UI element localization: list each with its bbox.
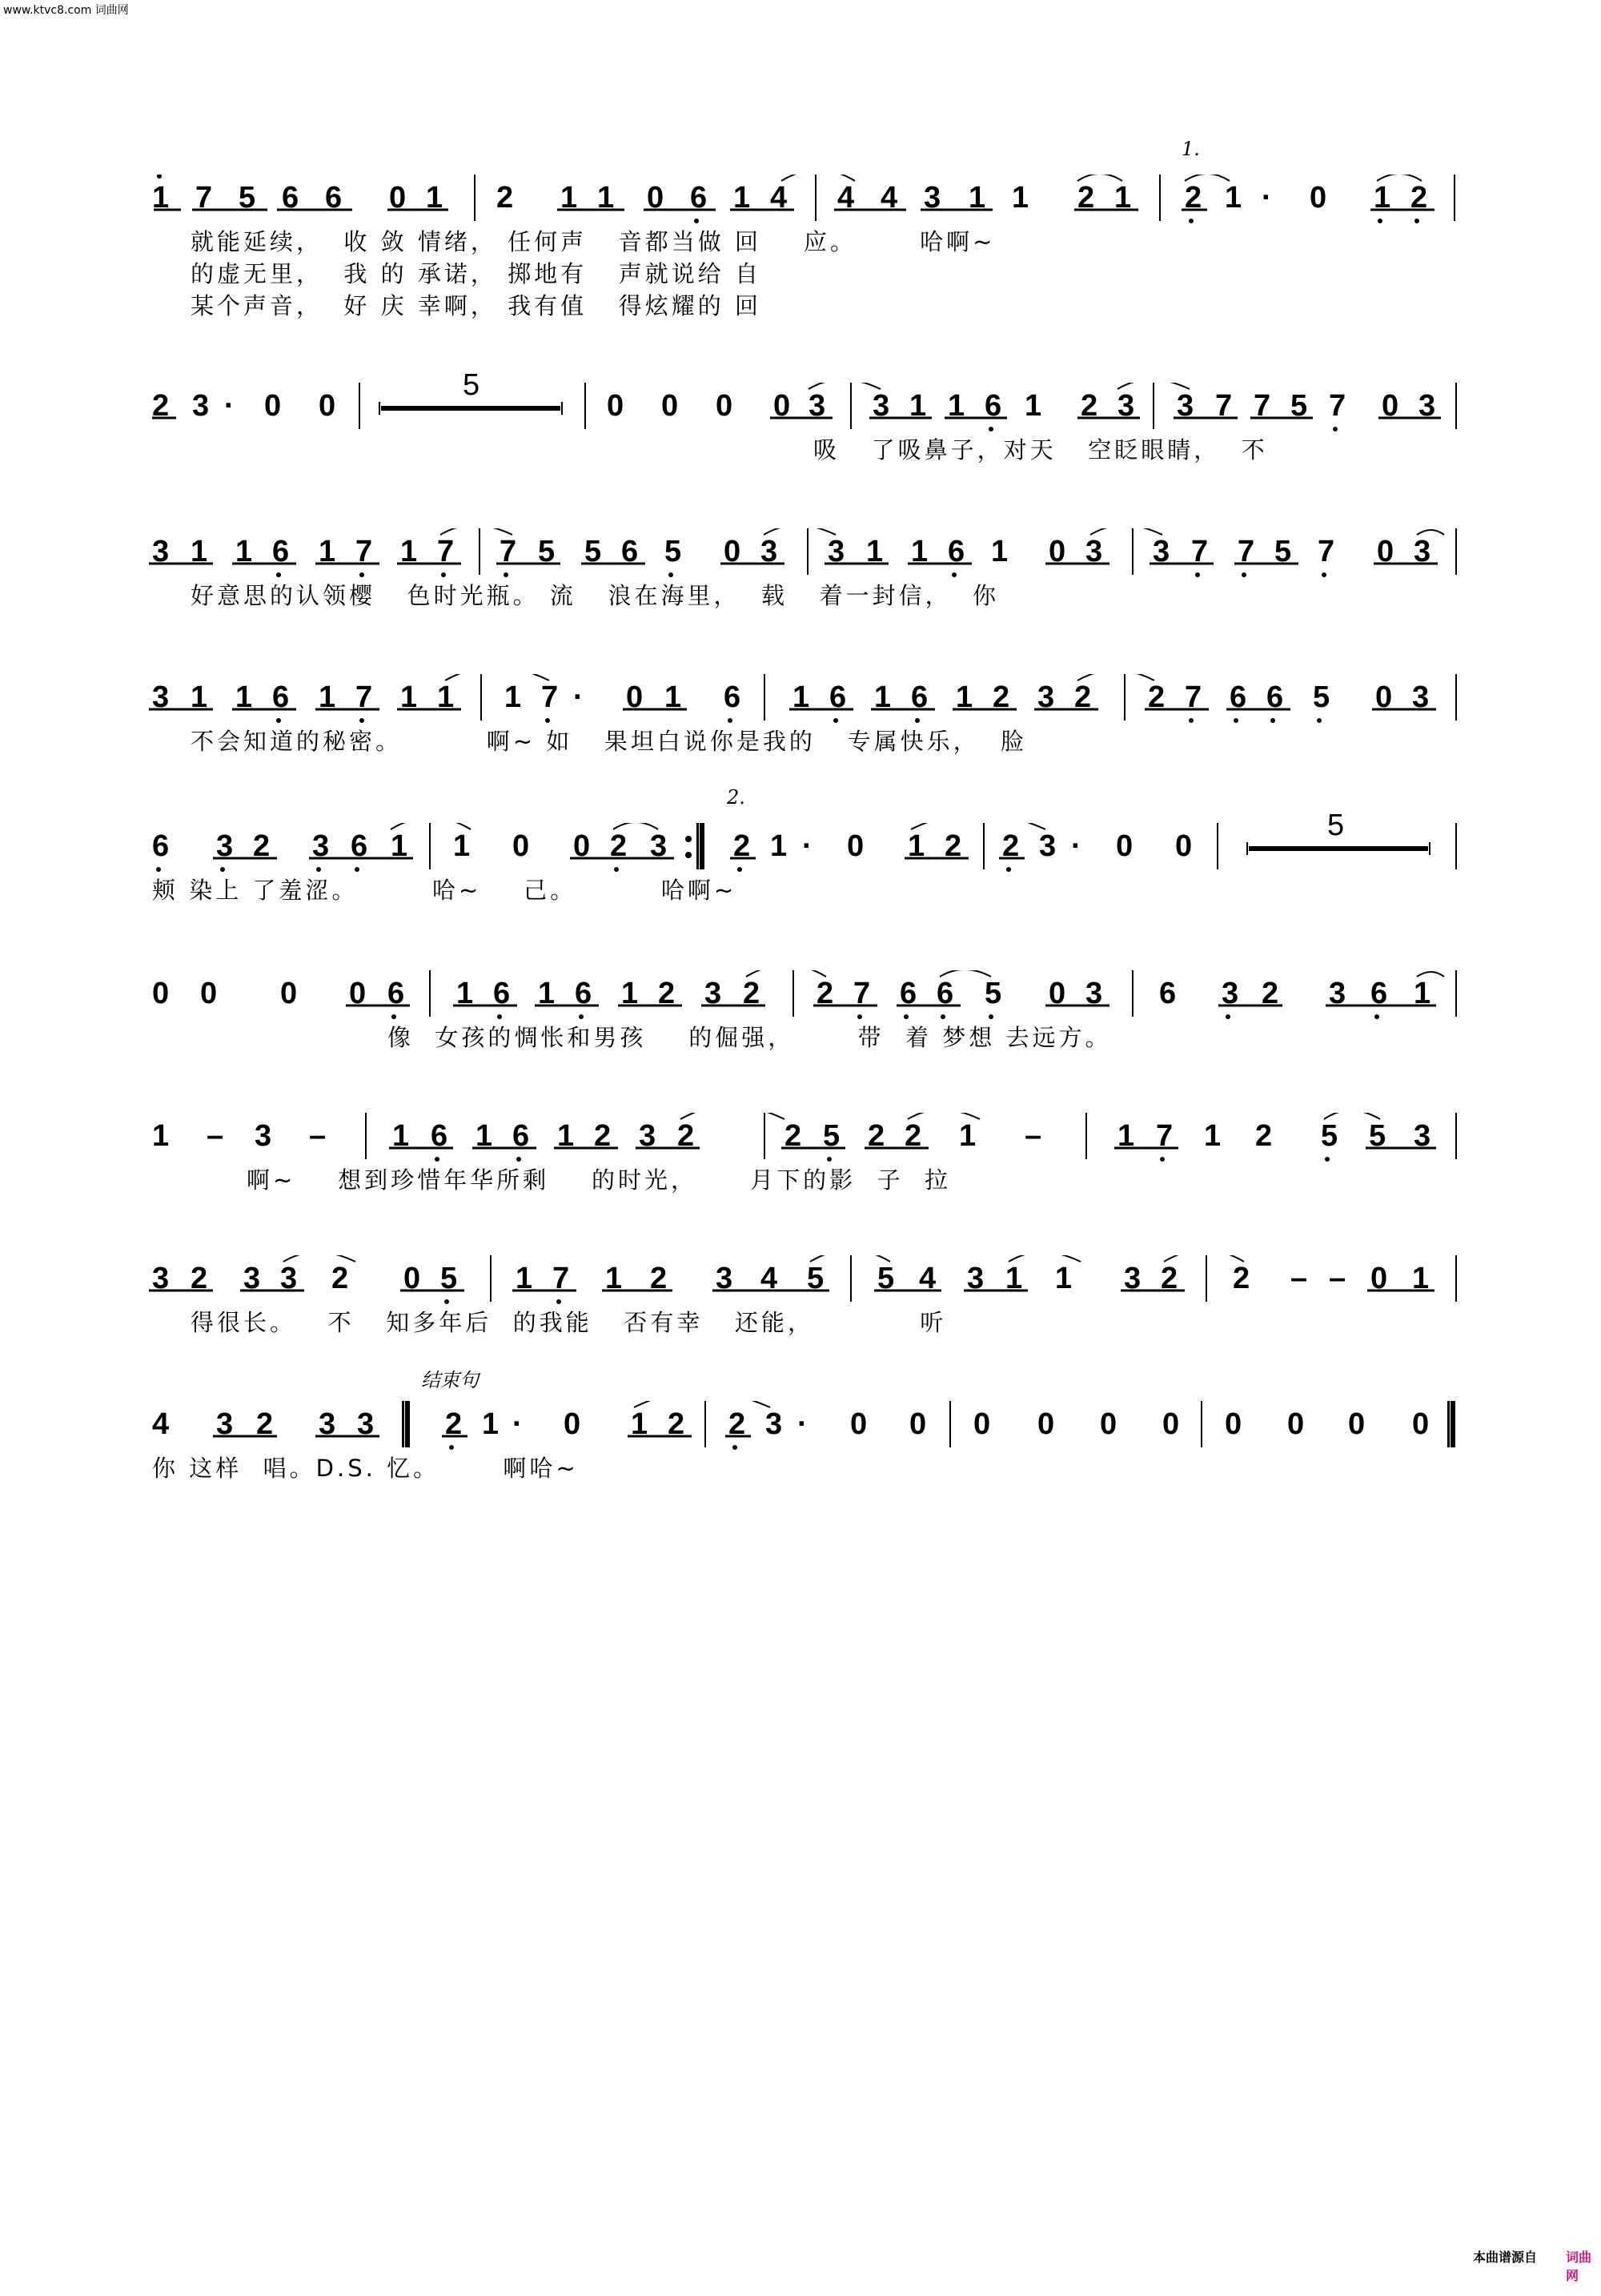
jianpu-note: 6	[272, 680, 290, 714]
jianpu-note: 3	[255, 1119, 272, 1153]
lyric-line-1: 不会知道的秘密。 啊~ 如 果坦白说你是我的 专属快乐， 脸	[191, 728, 1028, 755]
jianpu-note: 2	[1002, 829, 1020, 863]
jianpu-note: 0	[909, 1407, 927, 1441]
jianpu-note: 1	[1055, 1262, 1073, 1295]
jianpu-note: 0	[319, 389, 336, 423]
jianpu-note: 5	[1274, 535, 1292, 568]
jianpu-note: 6	[911, 680, 929, 714]
jianpu-note: 1	[437, 680, 455, 714]
jianpu-note: 3	[312, 829, 330, 863]
jianpu-note: 1	[400, 680, 418, 714]
jianpu-note: 6	[621, 535, 639, 568]
jianpu-note: 2	[253, 829, 271, 863]
rest-bar-and-slurs	[0, 823, 1601, 879]
jianpu-note: 1	[319, 680, 336, 714]
jianpu-note: 1	[504, 680, 522, 714]
jianpu-note: 5	[1313, 680, 1330, 714]
lyric-line-1: 好意思的认领樱 色时光瓶。 流 浪在海里， 载 着一封信， 你	[191, 582, 1000, 609]
jianpu-note: 1	[1412, 1262, 1430, 1295]
jianpu-note: 3	[192, 389, 210, 423]
lyric-line-1: 像 女孩的惆怅和男孩 的倔强， 带 着 梦想 去远方。	[387, 1024, 1112, 1051]
jianpu-note: 2	[191, 1262, 208, 1295]
jianpu-note: 3	[716, 1262, 733, 1295]
jianpu-note: 5	[985, 977, 1002, 1010]
jianpu-note: 0	[280, 977, 298, 1010]
ending-section-label: 结束句	[421, 1369, 479, 1391]
jianpu-note: 1	[1204, 1119, 1222, 1153]
jianpu-note: 3	[1329, 977, 1346, 1010]
jianpu-note: 3	[1117, 389, 1135, 423]
jianpu-note: 1	[391, 829, 408, 863]
jianpu-note: 0	[152, 977, 170, 1010]
jianpu-note: ·	[1262, 181, 1272, 215]
jianpu-note: 6	[351, 829, 368, 863]
jianpu-note: 2	[1148, 680, 1166, 714]
jianpu-note: 0	[573, 829, 591, 863]
jianpu-note: 0	[200, 977, 218, 1010]
jianpu-note: 2	[610, 829, 628, 863]
jianpu-note: 3	[924, 181, 941, 215]
jianpu-note: 0	[1175, 829, 1193, 863]
jianpu-note: 3	[319, 1407, 336, 1441]
jianpu-note: 0	[1348, 1407, 1366, 1441]
jianpu-note: –	[1329, 1262, 1346, 1295]
jianpu-note: 2	[445, 1407, 463, 1441]
jianpu-note: 6	[431, 1119, 448, 1153]
jianpu-note: 6	[325, 181, 343, 215]
jianpu-note: 3	[152, 535, 170, 568]
jianpu-note: 3	[765, 1407, 783, 1441]
slur-marks	[0, 528, 1601, 584]
jianpu-note: 1	[426, 181, 443, 215]
jianpu-note: 3	[760, 535, 778, 568]
jianpu-note: 0	[1049, 535, 1066, 568]
jianpu-note: 7	[1156, 1119, 1174, 1153]
lyric-line-1: 啊~ 想到珍惜年华所剩 的时光， 月下的影 子 拉	[247, 1166, 952, 1194]
jianpu-note: 0	[389, 181, 407, 215]
footer-site-logo[interactable]: 词曲网	[1566, 2250, 1592, 2283]
jianpu-note: 2	[1233, 1262, 1250, 1295]
jianpu-note: 6	[387, 977, 405, 1010]
jianpu-note: 2	[1081, 389, 1098, 423]
jianpu-note: 1	[456, 977, 474, 1010]
jianpu-note: 2	[817, 977, 834, 1010]
jianpu-note: 0	[1375, 680, 1393, 714]
jianpu-note: 2	[1262, 977, 1279, 1010]
jianpu-note: ·	[1071, 829, 1081, 863]
jianpu-note: 6	[1159, 977, 1177, 1010]
jianpu-note: 1	[482, 1407, 500, 1441]
jianpu-note: 1	[400, 535, 418, 568]
jianpu-note: 3	[650, 829, 668, 863]
jianpu-note: 4	[770, 181, 788, 215]
jianpu-note: 1	[1414, 977, 1431, 1010]
jianpu-note: 1	[911, 535, 929, 568]
jianpu-note: 6	[900, 977, 917, 1010]
jianpu-note: 0	[1310, 181, 1327, 215]
jianpu-note: 1	[1225, 181, 1242, 215]
jianpu-note: 4	[881, 181, 898, 215]
jianpu-note: ·	[573, 680, 584, 714]
jianpu-note: 0	[724, 535, 741, 568]
jianpu-note: 2	[1077, 181, 1095, 215]
jianpu-note: 1	[631, 1407, 648, 1441]
jianpu-note: 0	[1049, 977, 1066, 1010]
jianpu-note: 1	[235, 535, 253, 568]
jianpu-note: 2	[1074, 680, 1092, 714]
jianpu-note: 3	[1418, 389, 1436, 423]
jianpu-note: 1	[1012, 181, 1029, 215]
jianpu-note: 1	[909, 389, 927, 423]
jianpu-note: 0	[1412, 1407, 1430, 1441]
multi-rest-count: 5	[463, 368, 480, 402]
jianpu-note: 3	[1037, 680, 1055, 714]
jianpu-note: 1	[770, 829, 788, 863]
jianpu-note: 3	[1124, 1262, 1142, 1295]
lyric-line-1: 得很长。 不 知多年后 的我能 否有幸 还能， 听	[191, 1309, 947, 1336]
jianpu-note: 1	[969, 181, 986, 215]
jianpu-note: 5	[877, 1262, 895, 1295]
jianpu-note: –	[207, 1119, 224, 1153]
jianpu-note: 6	[948, 535, 965, 568]
jianpu-note: 6	[985, 389, 1002, 423]
jianpu-note: 6	[152, 829, 170, 863]
jianpu-note: 2	[677, 1119, 695, 1153]
jianpu-note: 5	[1290, 389, 1308, 423]
jianpu-note: 0	[1100, 1407, 1117, 1441]
jianpu-note: 7	[195, 181, 213, 215]
jianpu-note: 5	[1321, 1119, 1338, 1153]
jianpu-note: 7	[1215, 389, 1233, 423]
jianpu-note: 5	[440, 1262, 458, 1295]
jianpu-note: 0	[661, 389, 679, 423]
jianpu-note: 3	[1222, 977, 1239, 1010]
jianpu-note: 1	[956, 680, 973, 714]
lyric-line-3: 某个声音， 好 庆 幸啊， 我有值 得炫耀的 回	[191, 292, 761, 319]
jianpu-note: 1	[152, 181, 170, 215]
jianpu-note: 1	[191, 535, 208, 568]
jianpu-note: 0	[1037, 1407, 1055, 1441]
jianpu-note: 2	[594, 1119, 612, 1153]
jianpu-note: 3	[1039, 829, 1057, 863]
volta-label: 1.	[1182, 138, 1200, 160]
lyric-line-2: 的虚无里， 我 的 承诺， 掷地有 声就说给 自	[191, 260, 761, 287]
jianpu-note: 3	[243, 1262, 261, 1295]
footer-source-label: 本曲谱源自	[1473, 2250, 1538, 2265]
jianpu-note: 5	[807, 1262, 825, 1295]
jianpu-note: 6	[512, 1119, 530, 1153]
jianpu-note: 6	[1230, 680, 1247, 714]
jianpu-note: 0	[773, 389, 791, 423]
jianpu-note: 6	[829, 680, 847, 714]
jianpu-note: 3	[967, 1262, 985, 1295]
lyric-line-1: 你 这样 唱。D.S. 忆。 啊哈~	[152, 1455, 579, 1482]
jianpu-note: 6	[493, 977, 511, 1010]
jianpu-note: 1	[235, 680, 253, 714]
jianpu-note: 7	[355, 535, 373, 568]
jianpu-note: 3	[216, 829, 234, 863]
jianpu-note: 2	[331, 1262, 349, 1295]
rest-bar-and-slurs	[0, 383, 1601, 439]
jianpu-note: 0	[716, 389, 733, 423]
jianpu-note: 1	[605, 1262, 623, 1295]
jianpu-note: 2	[945, 829, 962, 863]
jianpu-note: 7	[1254, 389, 1271, 423]
jianpu-note: 5	[239, 181, 256, 215]
jianpu-note: 3	[639, 1119, 656, 1153]
jianpu-note: 7	[853, 977, 871, 1010]
jianpu-note: 1	[664, 680, 682, 714]
jianpu-note: 0	[349, 977, 367, 1010]
jianpu-note: 2	[1185, 181, 1202, 215]
jianpu-note: 7	[1238, 535, 1255, 568]
jianpu-note: 3	[152, 1262, 170, 1295]
jianpu-note: 0	[850, 1407, 868, 1441]
jianpu-note: 3	[152, 680, 170, 714]
jianpu-note: 2	[668, 1407, 685, 1441]
jianpu-note: 6	[724, 680, 741, 714]
jianpu-note: 6	[575, 977, 592, 1010]
slur-marks	[0, 175, 1601, 231]
multi-rest-count: 5	[1327, 809, 1345, 842]
lyric-line-1: 颊 染上 了羞涩。 哈~ 己。 哈啊~	[152, 877, 737, 904]
jianpu-note: 3	[1085, 535, 1103, 568]
jianpu-note: –	[309, 1119, 327, 1153]
jianpu-note: 2	[993, 680, 1010, 714]
jianpu-note: 6	[1266, 680, 1284, 714]
jianpu-note: 0	[512, 829, 530, 863]
jianpu-note: 1	[475, 1119, 493, 1153]
jianpu-note: 3	[1153, 535, 1170, 568]
jianpu-note: 1	[557, 1119, 575, 1153]
jianpu-note: 0	[607, 389, 624, 423]
jianpu-note: 1	[733, 181, 751, 215]
jianpu-note: 1	[874, 680, 892, 714]
jianpu-note: ·	[512, 1407, 523, 1441]
jianpu-note: 1	[597, 181, 615, 215]
jianpu-note: 2	[658, 977, 676, 1010]
jianpu-note: 0	[1162, 1407, 1180, 1441]
jianpu-note: ·	[797, 1407, 808, 1441]
jianpu-note: 0	[847, 829, 865, 863]
jianpu-note: ·	[802, 829, 813, 863]
lyric-line-1: 吸 了吸鼻子，对天 空眨眼睛， 不	[813, 436, 1268, 464]
jianpu-note: 0	[973, 1407, 991, 1441]
jianpu-note: 3	[1412, 680, 1430, 714]
site-header: www.ktvc8.com 词曲网	[3, 4, 129, 17]
jianpu-note: 0	[1225, 1407, 1242, 1441]
jianpu-note: 1	[1117, 1119, 1135, 1153]
jianpu-note: 2	[733, 829, 751, 863]
jianpu-note: 5	[664, 535, 682, 568]
jianpu-note: 4	[152, 1407, 170, 1441]
jianpu-note: 0	[1382, 389, 1399, 423]
jianpu-note: 0	[1370, 1262, 1388, 1295]
jianpu-note: 2	[1410, 181, 1428, 215]
jianpu-note: 5	[584, 535, 602, 568]
jianpu-note: 7	[1329, 389, 1346, 423]
slur-marks	[0, 1113, 1601, 1169]
jianpu-note: 2	[496, 181, 514, 215]
jianpu-note: 7	[500, 535, 517, 568]
jianpu-note: 3	[1177, 389, 1194, 423]
jianpu-note: 2	[152, 389, 170, 423]
jianpu-note: 1	[1114, 181, 1132, 215]
jianpu-note: 1	[866, 535, 884, 568]
jianpu-note: 1	[516, 1262, 533, 1295]
jianpu-note: 3	[1085, 977, 1103, 1010]
jianpu-note: 3	[809, 389, 826, 423]
jianpu-note: 0	[626, 680, 644, 714]
slur-marks	[0, 1401, 1601, 1457]
jianpu-note: 0	[264, 389, 282, 423]
jianpu-note: 2	[868, 1119, 885, 1153]
jianpu-note: –	[1290, 1262, 1308, 1295]
jianpu-note: 0	[647, 181, 664, 215]
jianpu-note: 7	[1318, 535, 1335, 568]
jianpu-note: 7	[437, 535, 455, 568]
jianpu-note: 1	[560, 181, 578, 215]
jianpu-note: –	[1025, 1119, 1042, 1153]
jianpu-note: 6	[272, 535, 290, 568]
slur-marks	[0, 970, 1601, 1026]
jianpu-note: 0	[564, 1407, 581, 1441]
slur-marks	[0, 1255, 1601, 1311]
jianpu-note: 1	[319, 535, 336, 568]
jianpu-note: 1	[538, 977, 556, 1010]
jianpu-note: 3	[704, 977, 722, 1010]
jianpu-note: 5	[823, 1119, 841, 1153]
jianpu-note: 1	[1374, 181, 1391, 215]
jianpu-note: 6	[690, 181, 708, 215]
jianpu-note: 3	[1414, 1119, 1431, 1153]
jianpu-note: 1	[1005, 1262, 1023, 1295]
jianpu-note: 2	[1161, 1262, 1178, 1295]
slur-marks	[0, 674, 1601, 730]
jianpu-note: 2	[256, 1407, 274, 1441]
jianpu-note: 1	[1025, 389, 1042, 423]
jianpu-note: 7	[552, 1262, 570, 1295]
jianpu-note: 3	[1414, 535, 1431, 568]
jianpu-note: 1	[191, 680, 208, 714]
jianpu-note: 6	[282, 181, 299, 215]
volta-label: 2.	[727, 786, 745, 809]
jianpu-note: 3	[357, 1407, 375, 1441]
jianpu-note: 7	[541, 680, 559, 714]
jianpu-note: 1	[152, 1119, 170, 1153]
jianpu-note: 7	[355, 680, 373, 714]
jianpu-note: 1	[948, 389, 965, 423]
jianpu-note: 1	[991, 535, 1009, 568]
jianpu-note: 1	[453, 829, 471, 863]
jianpu-note: 6	[937, 977, 954, 1010]
jianpu-note: 2	[650, 1262, 668, 1295]
jianpu-note: 1	[908, 829, 925, 863]
jianpu-note: 3	[828, 535, 845, 568]
jianpu-note: 1	[392, 1119, 410, 1153]
jianpu-note: 7	[1191, 535, 1209, 568]
jianpu-note: 2	[784, 1119, 802, 1153]
jianpu-note: 3	[873, 389, 890, 423]
jianpu-note: 0	[1287, 1407, 1305, 1441]
jianpu-note: ·	[224, 389, 235, 423]
jianpu-note: 5	[538, 535, 556, 568]
jianpu-note: 0	[1377, 535, 1394, 568]
jianpu-note: 2	[728, 1407, 746, 1441]
jianpu-note: 1	[959, 1119, 977, 1153]
jianpu-note: 3	[216, 1407, 234, 1441]
jianpu-note: 0	[1116, 829, 1134, 863]
jianpu-note: 4	[919, 1262, 937, 1295]
jianpu-note: 2	[743, 977, 760, 1010]
jianpu-note: 7	[1185, 680, 1202, 714]
jianpu-note: 3	[280, 1262, 298, 1295]
jianpu-note: 5	[1369, 1119, 1386, 1153]
jianpu-note: 2	[1255, 1119, 1273, 1153]
jianpu-note: 2	[905, 1119, 922, 1153]
lyric-line-1: 就能延续， 收 敛 情绪， 任何声 音都当做 回 应。 哈啊~	[191, 228, 996, 255]
jianpu-note: 0	[403, 1262, 421, 1295]
jianpu-note: 4	[760, 1262, 778, 1295]
jianpu-note: 1	[621, 977, 639, 1010]
jianpu-note: 1	[792, 680, 810, 714]
jianpu-note: 6	[1370, 977, 1388, 1010]
jianpu-note: 4	[837, 181, 855, 215]
